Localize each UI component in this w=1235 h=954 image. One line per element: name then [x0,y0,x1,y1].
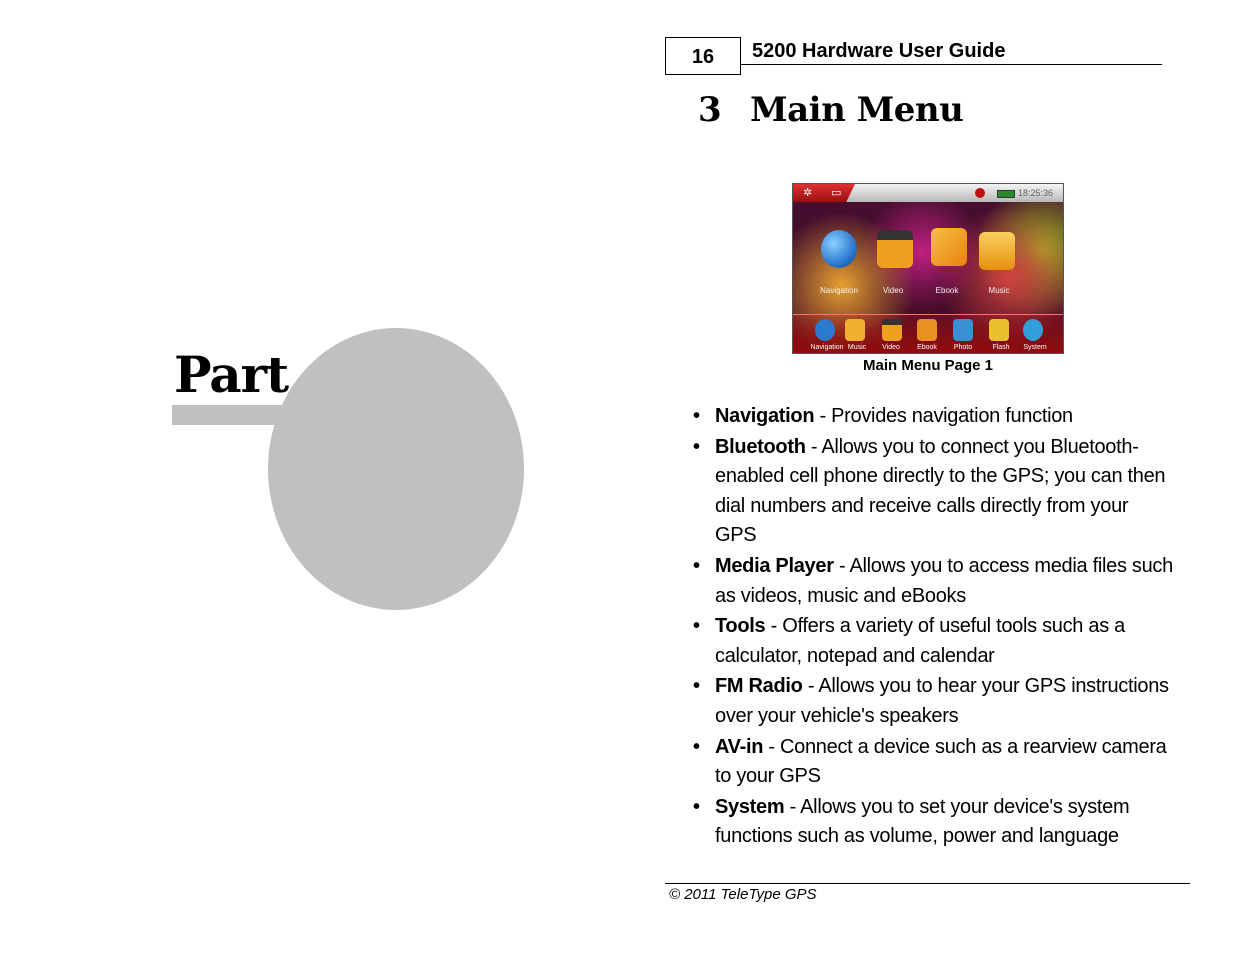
bullet-icon: • [693,795,700,818]
dock-label-flash: Flash [992,344,1010,351]
bullet-icon: • [693,405,700,427]
list-item [693,402,1173,432]
list-item [693,612,1173,671]
list-item-text: - Allows you to connect you Bluetooth-enabled cell phone directly to the GPS; you can then dial numbers and receive calls directly from your GPS [715,435,1166,547]
dock-ebook-icon [917,319,937,341]
app-label-navigation: Navigation [820,286,858,295]
footer-copyright: © 2011 TeleType GPS [669,886,817,903]
figure-caption: Main Menu Page 1 [862,357,994,374]
header-title: 5200 Hardware User Guide [752,40,1006,62]
bullet-icon: • [693,435,700,458]
dock-label-video: Video [882,344,900,351]
window-icon: ▭ [831,187,842,199]
page-number: 16 [691,46,715,68]
bullet-icon: • [693,675,700,698]
feature-list [693,402,1173,853]
chapter-title: Main Menu [750,90,964,130]
list-item-term: Tools [715,615,766,638]
dock-music-icon [845,319,865,341]
music-folder-icon [979,232,1015,270]
dock-label-ebook: Ebook [917,344,937,351]
numeral-stroke-1 [324,709,354,867]
app-label-ebook: Ebook [935,286,959,295]
list-item [693,552,1173,611]
settings-gear-icon: ✲ [803,187,813,199]
header-rule [741,64,1162,65]
list-item-term: Navigation [715,405,815,427]
bullet-icon: • [693,554,700,577]
dock-label-system: System [1023,344,1047,351]
main-menu-screenshot [792,183,1064,354]
record-icon [975,188,985,198]
part-underline-bar [172,405,282,425]
chapter-number: 3 [698,90,722,130]
app-label-music: Music [988,286,1010,295]
dock-label-photo: Photo [953,344,973,351]
part-numeral-text [268,328,269,329]
screen-dock [793,314,1063,353]
app-label-video: Video [882,286,904,295]
list-item-text: - Allows you to set your device's system functions such as volume, power and language [715,795,1130,848]
dock-flash-icon [989,319,1009,341]
list-item-text: - Connect a device such as a rearview camera to your GPS [715,735,1167,788]
dock-photo-icon [953,319,973,341]
numeral-stroke-3 [432,709,462,867]
list-item [693,733,1173,792]
part-numeral-circle [268,328,524,610]
list-item [693,672,1173,731]
list-item-term: Media Player [715,554,834,577]
list-item-text: - Allows you to hear your GPS instructions over your vehicle's speakers [715,675,1169,727]
numeral-stroke-2 [382,709,412,867]
list-item-text: - Offers a variety of useful tools such as a calculator, notepad and calendar [715,615,1125,667]
bullet-icon: • [693,615,700,638]
video-clapper-icon [877,230,913,268]
list-item-text: - Provides navigation function [814,405,1073,427]
list-item-term: System [715,795,785,818]
list-item-term: AV-in [715,735,764,758]
dock-label-music: Music [847,344,867,351]
page-number-box [665,37,741,75]
list-item [693,793,1173,852]
battery-icon [997,190,1015,198]
part-label: Part [174,345,289,404]
list-item [693,433,1173,551]
dock-system-gear-icon [1023,319,1043,341]
dock-label-navigation: Navigation [810,344,844,351]
dock-navigation-icon [815,319,835,341]
list-item-text: - Allows you to access media files such as videos, music and eBooks [715,554,1173,607]
list-item-term: Bluetooth [715,435,806,458]
dock-video-icon [882,319,902,341]
list-item-term: FM Radio [715,675,803,698]
footer-rule [665,883,1190,884]
ebook-icon [931,228,967,266]
screen-clock: 18:25:36 [1017,188,1053,198]
bullet-icon: • [693,735,700,758]
navigation-globe-icon [821,230,857,268]
